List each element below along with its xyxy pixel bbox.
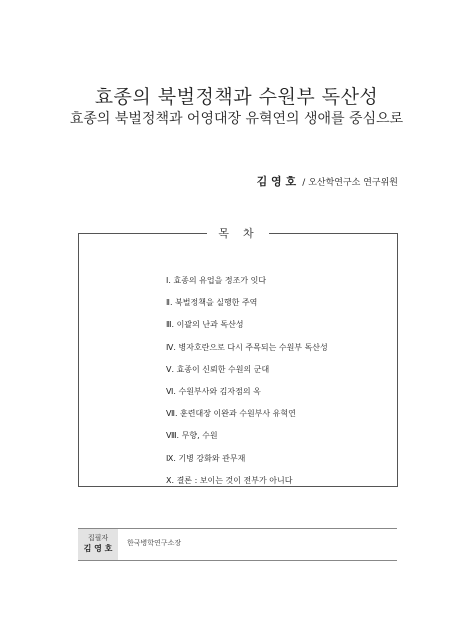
toc-item (166, 385, 328, 407)
editor-name: 김 영 호 (83, 544, 113, 553)
toc-item (166, 274, 328, 296)
toc-item-number: Ⅱ. (166, 298, 173, 308)
toc-heading-container (207, 222, 269, 244)
toc-item (166, 296, 328, 318)
editor-label: 집필자 (87, 534, 109, 542)
toc-item-text: 병자호란으로 다시 주목되는 수원부 독산성 (178, 342, 328, 352)
toc-list (166, 274, 328, 496)
toc-item-number: Ⅵ. (166, 386, 176, 396)
toc-item (166, 407, 328, 429)
editor-rule-bottom (78, 560, 397, 561)
toc-heading: 목차 (218, 227, 268, 240)
author-role: / 오산학연구소 연구위원 (302, 178, 398, 188)
editor-affiliation: 한국병학연구소장 (127, 539, 182, 547)
toc-item (166, 474, 328, 496)
toc-item-text: 결론 : 보이는 것이 전부가 아니다 (176, 475, 293, 485)
toc-item (166, 363, 328, 385)
editor-rule-top (78, 528, 397, 529)
toc-item-number: Ⅳ. (166, 342, 176, 352)
toc-item-text: 효종의 유업을 정조가 잇다 (173, 276, 267, 285)
toc-item (166, 452, 328, 474)
toc-item-text: 수원부사와 김자점의 옥 (178, 386, 261, 396)
author-name: 김 영 호 (256, 175, 297, 188)
document-title: 효종의 북벌정책과 수원부 독산성 (94, 86, 379, 108)
toc-item-text: 무향, 수원 (181, 431, 218, 441)
toc-item (166, 429, 328, 451)
author-line (257, 173, 398, 189)
toc-item-text: 효종이 신뢰한 수원의 군대 (176, 364, 270, 374)
toc-item-number: Ⅴ. (166, 364, 175, 374)
toc-item-text: 훈련대장 이완과 수원부사 유혁연 (180, 409, 296, 419)
toc-item-number: Ⅷ. (166, 431, 180, 441)
toc-item (166, 341, 328, 363)
editor-box (78, 529, 118, 560)
document-subtitle: 효종의 북벌정책과 어영대장 유혁연의 생애를 중심으로 (69, 111, 404, 127)
toc-item-number: Ⅹ. (166, 475, 175, 485)
toc-item (166, 318, 328, 340)
toc-item-number: Ⅶ. (166, 409, 178, 419)
toc-item-number: Ⅲ. (166, 320, 175, 330)
toc-item-text: 기병 강화와 관무재 (178, 453, 246, 463)
toc-item-number: Ⅸ. (166, 453, 176, 463)
toc-item-number: Ⅰ. (166, 276, 171, 285)
toc-item-text: 북벌정책을 실행한 주역 (175, 298, 258, 308)
toc-item-text: 이괄의 난과 독산성 (176, 320, 244, 330)
